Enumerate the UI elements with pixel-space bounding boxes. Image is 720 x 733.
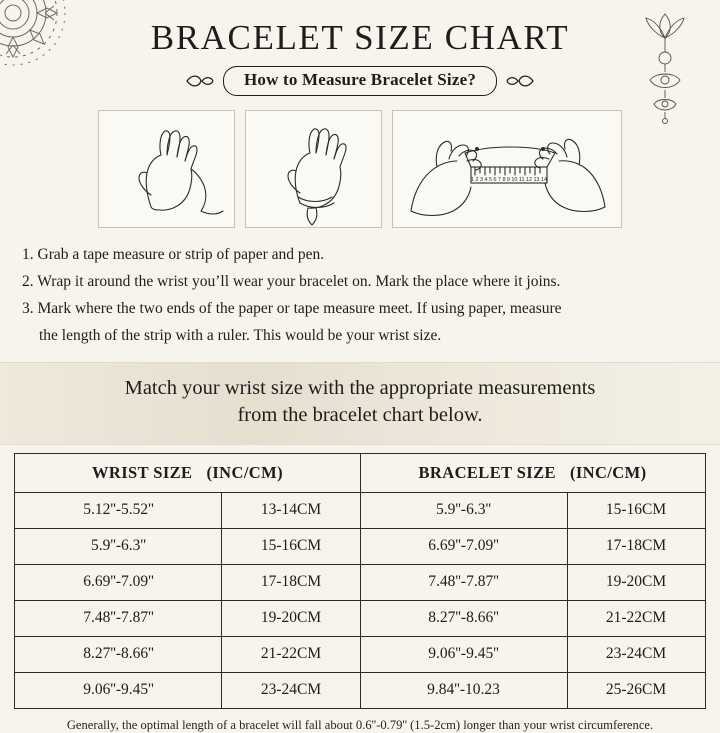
cell-wrist-inch: 5.12''-5.52'' xyxy=(15,492,222,528)
cell-bracelet-inch: 7.48''-7.87'' xyxy=(360,564,567,600)
table-row xyxy=(15,636,705,672)
wrist-size-header xyxy=(15,453,360,492)
bracelet-size-header-unit: (INC/CM) xyxy=(569,462,647,482)
step-3: 3. Mark where the two ends of the paper or tape measure meet. If using paper, measure xyxy=(22,300,562,318)
table-row xyxy=(15,528,705,564)
cell-wrist-cm: 15-16CM xyxy=(222,528,360,564)
cell-bracelet-cm: 17-18CM xyxy=(567,528,705,564)
cell-wrist-inch: 8.27''-8.66'' xyxy=(15,636,222,672)
cell-bracelet-cm: 25-26CM xyxy=(567,672,705,708)
subtitle-pill: How to Measure Bracelet Size? xyxy=(223,66,497,96)
match-banner xyxy=(0,362,720,444)
ruler-marks-label: 1 2 3 4 5 6 7 8 9 10 11 12 13 14 xyxy=(470,177,548,183)
step-1: 1. Grab a tape measure or strip of paper and pen. xyxy=(22,246,325,263)
wrist-size-header-unit: (INC/CM) xyxy=(206,462,283,482)
subtitle-row xyxy=(0,66,720,96)
table-row xyxy=(15,672,705,708)
illustration-step-2 xyxy=(245,110,382,228)
cell-wrist-cm: 17-18CM xyxy=(222,564,360,600)
cell-bracelet-cm: 15-16CM xyxy=(567,492,705,528)
step-2: 2. Wrap it around the wrist you’ll wear your bracelet on. Mark the place where it joins. xyxy=(22,273,561,291)
bracelet-size-header xyxy=(360,453,705,492)
table-row xyxy=(15,600,705,636)
cell-bracelet-inch: 5.9''-6.3'' xyxy=(360,492,567,528)
cell-wrist-inch: 6.69''-7.09'' xyxy=(15,564,222,600)
illustration-step-3 xyxy=(392,110,622,228)
cell-bracelet-inch: 8.27''-8.66'' xyxy=(360,600,567,636)
cell-wrist-inch: 7.48''-7.87'' xyxy=(15,600,222,636)
cell-wrist-cm: 19-20CM xyxy=(222,600,360,636)
flourish-left-icon xyxy=(185,70,215,92)
cell-bracelet-cm: 23-24CM xyxy=(567,636,705,672)
illustration-row xyxy=(0,110,720,228)
cell-wrist-cm: 13-14CM xyxy=(222,492,360,528)
cell-wrist-cm: 21-22CM xyxy=(222,636,360,672)
cell-bracelet-cm: 21-22CM xyxy=(567,600,705,636)
table-row xyxy=(15,492,705,528)
flourish-right-icon xyxy=(505,70,535,92)
illustration-step-1 xyxy=(98,110,235,228)
cell-bracelet-inch: 9.06''-9.45'' xyxy=(360,636,567,672)
cell-bracelet-inch: 6.69''-7.09'' xyxy=(360,528,567,564)
cell-wrist-inch: 9.06''-9.45'' xyxy=(15,672,222,708)
banner-line-2: from the bracelet chart below. xyxy=(237,404,483,427)
size-table xyxy=(14,453,705,709)
cell-bracelet-cm: 19-20CM xyxy=(567,564,705,600)
banner-line-1: Match your wrist size with the appropriate measurements xyxy=(124,377,596,400)
footnote: Generally, the optimal length of a bracelet will fall about 0.6''-0.79'' (1.5-2cm) longer than your wrist circumference. xyxy=(66,717,654,732)
page-title: BRACELET SIZE CHART xyxy=(150,18,570,57)
instruction-steps xyxy=(22,242,698,348)
table-header-row xyxy=(15,453,705,492)
wrist-size-header-main: WRIST SIZE xyxy=(92,462,193,482)
bracelet-size-header-main: BRACELET SIZE xyxy=(418,462,556,482)
cell-wrist-cm: 23-24CM xyxy=(222,672,360,708)
cell-bracelet-inch: 9.84''-10.23 xyxy=(360,672,567,708)
cell-wrist-inch: 5.9''-6.3'' xyxy=(15,528,222,564)
table-row xyxy=(15,564,705,600)
step-3-continued: the length of the strip with a ruler. This would be your wrist size. xyxy=(39,327,442,345)
